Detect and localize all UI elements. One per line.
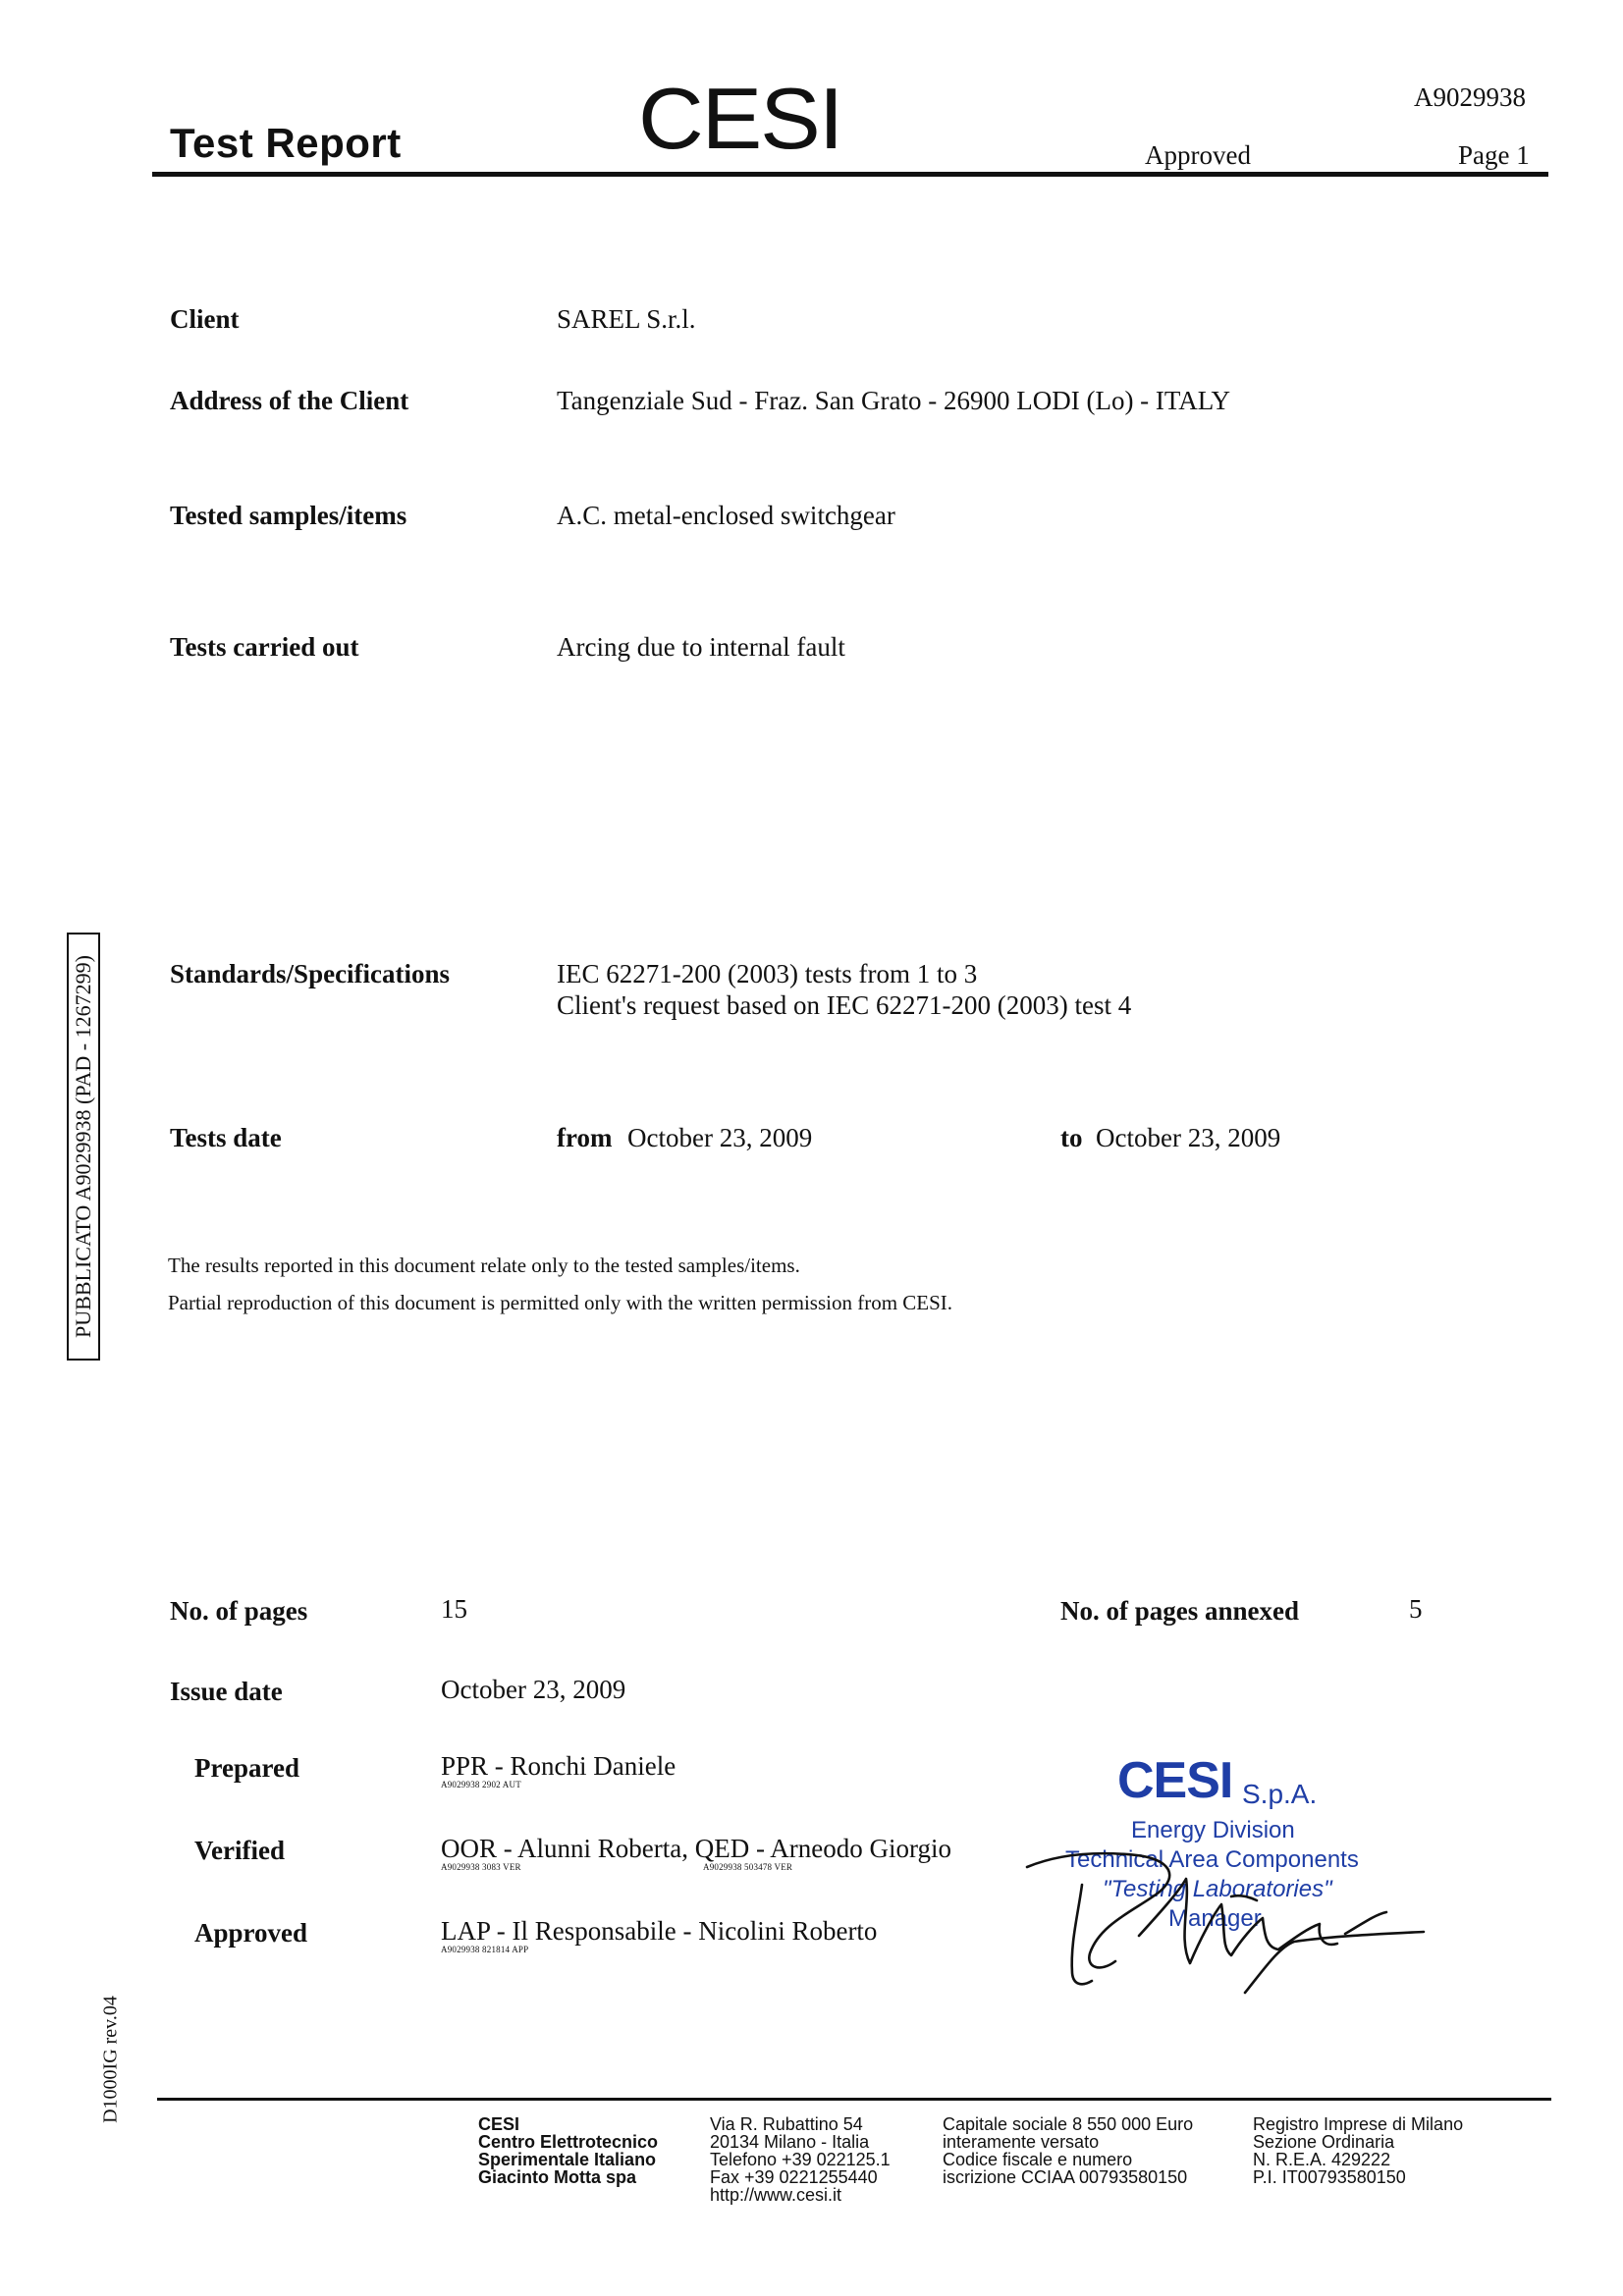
footer-capital-line: Capitale sociale 8 550 000 Euro bbox=[943, 2114, 1194, 2134]
standards-line-2: Client's request based on IEC 62271-200 (2003) test 4 bbox=[557, 990, 1132, 1020]
footer-company-line: Centro Elettrotecnico bbox=[478, 2132, 659, 2152]
form-code: D1000IG rev.04 bbox=[99, 1996, 122, 2123]
prepared-label: Prepared bbox=[194, 1753, 299, 1783]
address-value: Tangenziale Sud - Fraz. San Grato - 26900 LODI (Lo) - ITALY bbox=[557, 386, 1231, 415]
footer-company-line: CESI bbox=[478, 2114, 520, 2134]
approved-value: LAP - Il Responsabile - Nicolini Roberto bbox=[441, 1916, 878, 1946]
handwritten-signature bbox=[1021, 1845, 1434, 2002]
publication-stamp: PUBBLICATO A9029938 (PAD - 1267299) bbox=[71, 955, 95, 1338]
verified-value: OOR - Alunni Roberta, QED - Arneodo Giorgio bbox=[441, 1834, 951, 1863]
tests-date-label: Tests date bbox=[170, 1123, 282, 1152]
footer-registry-line: Sezione Ordinaria bbox=[1253, 2132, 1395, 2152]
client-value: SAREL S.r.l. bbox=[557, 304, 696, 334]
stamp-cesi-logo: CESI bbox=[1117, 1752, 1233, 1809]
stamp-laboratories: "Testing Laboratories" bbox=[1103, 1876, 1332, 1902]
page-number: Page 1 bbox=[1458, 140, 1530, 170]
samples-label: Tested samples/items bbox=[170, 501, 407, 530]
standards-label: Standards/Specifications bbox=[170, 959, 451, 988]
stamp-division: Energy Division bbox=[1131, 1817, 1295, 1843]
approval-status: Approved bbox=[1145, 140, 1251, 170]
verified-label: Verified bbox=[194, 1836, 285, 1865]
issue-date-label: Issue date bbox=[170, 1677, 283, 1706]
prepared-value: PPR - Ronchi Daniele bbox=[441, 1751, 676, 1781]
issue-date-value: October 23, 2009 bbox=[441, 1675, 626, 1704]
stamp-area: Technical Area Components bbox=[1065, 1846, 1359, 1873]
from-date: October 23, 2009 bbox=[627, 1123, 813, 1152]
pages-label: No. of pages bbox=[170, 1596, 308, 1626]
cesi-logo: CESI bbox=[638, 70, 842, 167]
to-label: to bbox=[1060, 1123, 1083, 1152]
footer-phone: Telefono +39 022125.1 bbox=[710, 2150, 891, 2169]
footer-fax: Fax +39 0221255440 bbox=[710, 2167, 878, 2187]
header-rule bbox=[152, 172, 1548, 177]
footer-company-line: Giacinto Motta spa bbox=[478, 2167, 637, 2187]
footer-website-link[interactable]: http://www.cesi.it bbox=[710, 2185, 842, 2205]
footer-capital-line: Codice fiscale e numero bbox=[943, 2150, 1133, 2169]
approved-code: A9029938 821814 APP bbox=[441, 1945, 529, 1954]
client-label: Client bbox=[170, 304, 240, 334]
disclaimer-line-1: The results reported in this document relate only to the tested samples/items. bbox=[168, 1254, 800, 1277]
tests-label: Tests carried out bbox=[170, 632, 359, 662]
footer-registry-line: N. R.E.A. 429222 bbox=[1253, 2150, 1391, 2169]
document-id: A9029938 bbox=[1414, 82, 1526, 112]
stamp-company-suffix: S.p.A. bbox=[1242, 1779, 1318, 1809]
report-title: Test Report bbox=[170, 120, 402, 166]
footer-capital-line: iscrizione CCIAA 00793580150 bbox=[943, 2167, 1188, 2187]
footer-registry-block bbox=[1253, 2115, 1463, 2186]
annexed-pages-label: No. of pages annexed bbox=[1060, 1596, 1300, 1626]
footer-registry-line: P.I. IT00793580150 bbox=[1253, 2167, 1406, 2187]
footer-company-block bbox=[478, 2115, 658, 2186]
from-label: from bbox=[557, 1123, 613, 1152]
standards-line-1: IEC 62271-200 (2003) tests from 1 to 3 bbox=[557, 959, 978, 988]
footer-address-line: Via R. Rubattino 54 bbox=[710, 2114, 863, 2134]
disclaimer-line-2: Partial reproduction of this document is permitted only with the written permission from CESI. bbox=[168, 1291, 953, 1314]
stamp-role: Manager bbox=[1168, 1905, 1262, 1932]
annexed-pages-value: 5 bbox=[1409, 1594, 1423, 1624]
pages-value: 15 bbox=[441, 1594, 467, 1624]
footer-capital-block bbox=[943, 2115, 1193, 2186]
tests-value: Arcing due to internal fault bbox=[557, 632, 845, 662]
footer-registry-line: Registro Imprese di Milano bbox=[1253, 2114, 1464, 2134]
verified-code-2: A9029938 503478 VER bbox=[703, 1862, 793, 1872]
address-label: Address of the Client bbox=[170, 386, 409, 415]
footer-address-block bbox=[710, 2115, 891, 2204]
to-date: October 23, 2009 bbox=[1096, 1123, 1281, 1152]
footer-address-line: 20134 Milano - Italia bbox=[710, 2132, 870, 2152]
approved-label: Approved bbox=[194, 1918, 308, 1948]
samples-value: A.C. metal-enclosed switchgear bbox=[557, 501, 895, 530]
footer-rule bbox=[157, 2098, 1551, 2101]
footer-capital-line: interamente versato bbox=[943, 2132, 1100, 2152]
prepared-code: A9029938 2902 AUT bbox=[441, 1780, 521, 1789]
verified-code-1: A9029938 3083 VER bbox=[441, 1862, 521, 1872]
footer-company-line: Sperimentale Italiano bbox=[478, 2150, 657, 2169]
